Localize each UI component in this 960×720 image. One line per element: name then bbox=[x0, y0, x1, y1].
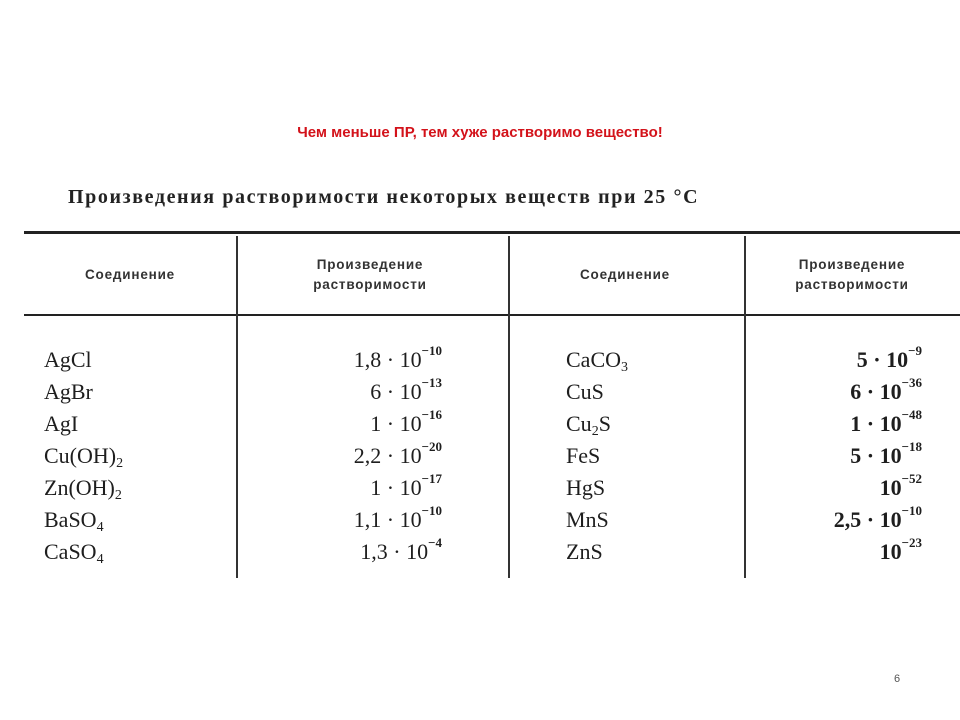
product-exponent: −4 bbox=[428, 535, 442, 550]
solubility-product bbox=[756, 504, 922, 536]
compound-formula bbox=[566, 536, 736, 568]
formula-part: CuS bbox=[566, 379, 604, 404]
formula-part: HgS bbox=[566, 475, 606, 500]
formula-subscript: 2 bbox=[114, 488, 122, 503]
compound-formula bbox=[566, 376, 736, 408]
solubility-product bbox=[250, 344, 442, 376]
headline: Чем меньше ПР, тем хуже растворимо вещество! bbox=[297, 124, 663, 141]
product-exponent: −48 bbox=[901, 407, 922, 422]
formula-part: CaCO bbox=[566, 347, 621, 372]
formula-part: CaSO bbox=[44, 539, 97, 564]
product-exponent: −10 bbox=[421, 343, 442, 358]
solubility-product bbox=[250, 472, 442, 504]
solubility-product bbox=[250, 408, 442, 440]
formula-part: AgCl bbox=[44, 347, 92, 372]
header-product-left bbox=[250, 255, 490, 295]
product-base: 1 · 10 bbox=[370, 475, 422, 500]
column-divider bbox=[236, 236, 238, 578]
product-exponent: −16 bbox=[421, 407, 442, 422]
product-base: 1,1 · 10 bbox=[353, 507, 422, 532]
compound-formula bbox=[566, 408, 736, 440]
column-divider bbox=[508, 236, 510, 578]
solubility-product bbox=[250, 376, 442, 408]
product-base: 5 · 10 bbox=[856, 347, 909, 372]
product-exponent: −52 bbox=[901, 471, 922, 486]
product-base: 10 bbox=[879, 539, 902, 564]
product-exponent: −17 bbox=[421, 471, 442, 486]
formula-part: Cu bbox=[566, 411, 592, 436]
compound-formula bbox=[44, 472, 224, 504]
formula-part: MnS bbox=[566, 507, 609, 532]
formula-part: BaSO bbox=[44, 507, 97, 532]
compound-formula bbox=[44, 344, 224, 376]
formula-part: Cu(OH) bbox=[44, 443, 117, 468]
formula-part: ZnS bbox=[566, 539, 603, 564]
product-base: 5 · 10 bbox=[850, 443, 902, 468]
header-compound-label: Соединение bbox=[85, 267, 175, 282]
formula-part: AgBr bbox=[44, 379, 93, 404]
header-product-right bbox=[752, 255, 952, 295]
formula-subscript: 4 bbox=[96, 520, 104, 535]
compound-formula bbox=[566, 440, 736, 472]
column-divider bbox=[744, 236, 746, 578]
product-exponent: −10 bbox=[901, 503, 922, 518]
product-base: 1 · 10 bbox=[370, 411, 422, 436]
product-base: 1 · 10 bbox=[850, 411, 902, 436]
product-base: 1,8 · 10 bbox=[353, 347, 422, 372]
product-exponent: −23 bbox=[901, 535, 922, 550]
solubility-product bbox=[756, 536, 922, 568]
formula-part: AgI bbox=[44, 411, 79, 436]
formula-subscript: 4 bbox=[96, 552, 104, 567]
compound-formula bbox=[44, 408, 224, 440]
solubility-product bbox=[250, 504, 442, 536]
product-base: 1,3 · 10 bbox=[360, 539, 429, 564]
formula-part: S bbox=[598, 411, 611, 436]
table-top-rule bbox=[24, 231, 960, 234]
compound-formula bbox=[44, 536, 224, 568]
compound-formula bbox=[44, 504, 224, 536]
compound-formula bbox=[566, 344, 736, 376]
formula-part: Zn(OH) bbox=[44, 475, 115, 500]
header-compound-right bbox=[525, 265, 725, 285]
solubility-product bbox=[756, 344, 922, 376]
compound-formula bbox=[566, 504, 736, 536]
compound-formula bbox=[44, 440, 224, 472]
solubility-product bbox=[756, 472, 922, 504]
formula-subscript: 2 bbox=[116, 456, 124, 471]
page-number: 6 bbox=[894, 673, 901, 685]
header-product-line2: растворимости bbox=[313, 277, 427, 292]
product-base: 6 · 10 bbox=[370, 379, 422, 404]
product-base: 2,2 · 10 bbox=[353, 443, 422, 468]
solubility-product bbox=[756, 408, 922, 440]
product-exponent: −9 bbox=[908, 343, 922, 358]
formula-subscript: 2 bbox=[591, 424, 599, 439]
compound-formula bbox=[566, 472, 736, 504]
product-base: 10 bbox=[879, 475, 902, 500]
product-base: 6 · 10 bbox=[850, 379, 902, 404]
formula-part: FeS bbox=[566, 443, 601, 468]
product-base: 2,5 · 10 bbox=[833, 507, 902, 532]
product-exponent: −36 bbox=[901, 375, 922, 390]
product-exponent: −18 bbox=[901, 439, 922, 454]
header-compound-label: Соединение bbox=[580, 267, 670, 282]
header-compound-left bbox=[30, 265, 230, 285]
solubility-product bbox=[250, 440, 442, 472]
formula-subscript: 3 bbox=[621, 360, 628, 375]
table-title: Произведения растворимости некоторых веществ при 25 °С bbox=[68, 186, 700, 208]
solubility-product bbox=[756, 376, 922, 408]
header-bottom-rule bbox=[24, 314, 960, 316]
compound-formula bbox=[44, 376, 224, 408]
product-exponent: −20 bbox=[421, 439, 442, 454]
product-exponent: −13 bbox=[421, 375, 442, 390]
header-product-line1: Произведение bbox=[798, 257, 906, 272]
header-product-line1: Произведение bbox=[316, 257, 424, 272]
product-exponent: −10 bbox=[421, 503, 442, 518]
header-product-line2: растворимости bbox=[795, 277, 909, 292]
solubility-product bbox=[756, 440, 922, 472]
solubility-product bbox=[250, 536, 442, 568]
